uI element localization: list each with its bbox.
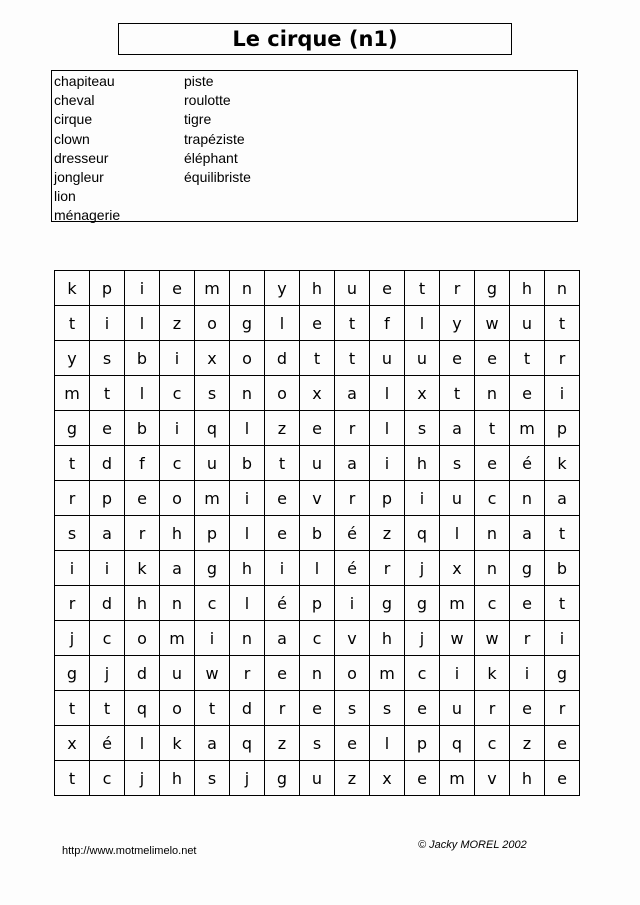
grid-cell[interactable]: a — [335, 376, 370, 411]
grid-cell[interactable]: e — [545, 761, 580, 796]
grid-cell[interactable]: r — [125, 516, 160, 551]
grid-cell[interactable]: u — [195, 446, 230, 481]
word-item: cirque — [54, 111, 93, 128]
grid-cell[interactable]: u — [440, 691, 475, 726]
grid-cell[interactable]: a — [265, 621, 300, 656]
grid-cell[interactable]: é — [335, 551, 370, 586]
grid-cell[interactable]: t — [90, 691, 125, 726]
grid-cell[interactable]: m — [370, 656, 405, 691]
grid-cell[interactable]: y — [440, 306, 475, 341]
grid-cell[interactable]: j — [55, 621, 90, 656]
grid-cell[interactable]: t — [545, 306, 580, 341]
grid-cell[interactable]: h — [300, 271, 335, 306]
grid-cell[interactable]: w — [475, 621, 510, 656]
grid-cell[interactable]: t — [405, 271, 440, 306]
grid-cell[interactable]: r — [335, 481, 370, 516]
grid-cell[interactable]: g — [510, 551, 545, 586]
grid-cell[interactable]: o — [230, 341, 265, 376]
grid-cell[interactable]: r — [545, 341, 580, 376]
grid-cell[interactable]: c — [90, 761, 125, 796]
grid-cell[interactable]: x — [300, 376, 335, 411]
grid-cell[interactable]: b — [545, 551, 580, 586]
word-item: chapiteau — [54, 73, 115, 89]
grid-cell[interactable]: e — [475, 341, 510, 376]
grid-cell[interactable]: h — [405, 446, 440, 481]
grid-cell[interactable]: e — [300, 306, 335, 341]
grid-cell[interactable]: r — [335, 411, 370, 446]
grid-cell[interactable]: e — [300, 691, 335, 726]
word-item: tigre — [184, 111, 212, 128]
grid-cell[interactable]: g — [475, 271, 510, 306]
grid-cell[interactable]: e — [160, 271, 195, 306]
grid-cell[interactable]: i — [545, 376, 580, 411]
grid-cell[interactable]: d — [125, 656, 160, 691]
grid-cell[interactable]: m — [510, 411, 545, 446]
grid-cell[interactable]: l — [230, 586, 265, 621]
footer-url: http://www.motmelimelo.net — [62, 845, 197, 857]
grid-cell[interactable]: l — [300, 551, 335, 586]
grid-cell[interactable]: t — [55, 446, 90, 481]
grid-cell[interactable]: d — [230, 691, 265, 726]
grid-cell[interactable]: c — [300, 621, 335, 656]
grid-cell[interactable]: h — [370, 621, 405, 656]
grid-cell[interactable]: i — [370, 446, 405, 481]
grid-cell[interactable]: h — [160, 761, 195, 796]
grid-cell[interactable]: q — [230, 726, 265, 761]
grid-cell[interactable]: p — [545, 411, 580, 446]
grid-cell[interactable]: b — [125, 411, 160, 446]
grid-cell[interactable]: t — [510, 341, 545, 376]
grid-cell[interactable]: k — [160, 726, 195, 761]
grid-cell[interactable]: j — [90, 656, 125, 691]
grid-cell[interactable]: k — [545, 446, 580, 481]
grid-cell[interactable]: x — [440, 551, 475, 586]
grid-cell[interactable]: e — [440, 341, 475, 376]
word-list-column-1 — [54, 72, 120, 226]
grid-cell[interactable]: u — [370, 341, 405, 376]
grid-cell[interactable]: e — [125, 481, 160, 516]
grid-cell[interactable]: y — [265, 271, 300, 306]
grid-cell[interactable]: t — [90, 376, 125, 411]
grid-cell[interactable]: c — [195, 586, 230, 621]
grid-cell[interactable]: m — [195, 481, 230, 516]
grid-cell[interactable]: t — [55, 306, 90, 341]
word-search-grid — [54, 270, 580, 796]
grid-cell[interactable]: t — [195, 691, 230, 726]
grid-cell[interactable]: i — [195, 621, 230, 656]
grid-cell[interactable]: o — [265, 376, 300, 411]
grid-cell[interactable]: n — [160, 586, 195, 621]
grid-cell[interactable]: g — [230, 306, 265, 341]
grid-cell[interactable]: n — [475, 551, 510, 586]
grid-cell[interactable]: i — [265, 551, 300, 586]
grid-cell[interactable]: e — [265, 516, 300, 551]
grid-cell[interactable]: n — [510, 481, 545, 516]
grid-cell[interactable]: u — [405, 341, 440, 376]
grid-cell[interactable]: g — [55, 411, 90, 446]
page-title: Le cirque (n1) — [232, 27, 398, 51]
grid-cell[interactable]: r — [440, 271, 475, 306]
grid-cell[interactable]: n — [475, 516, 510, 551]
grid-cell[interactable]: z — [335, 761, 370, 796]
grid-cell[interactable]: r — [510, 621, 545, 656]
grid-cell[interactable]: u — [160, 656, 195, 691]
grid-cell[interactable]: s — [335, 691, 370, 726]
grid-cell[interactable]: e — [90, 411, 125, 446]
grid-cell[interactable]: é — [90, 726, 125, 761]
grid-cell[interactable]: s — [300, 726, 335, 761]
grid-cell[interactable]: d — [90, 586, 125, 621]
grid-cell[interactable]: p — [90, 481, 125, 516]
grid-cell[interactable]: a — [510, 516, 545, 551]
grid-cell[interactable]: j — [405, 621, 440, 656]
word-item: éléphant — [184, 149, 238, 166]
grid-cell[interactable]: m — [195, 271, 230, 306]
word-item: piste — [184, 73, 214, 89]
grid-cell[interactable]: s — [370, 691, 405, 726]
grid-cell[interactable]: r — [55, 481, 90, 516]
grid-cell[interactable]: r — [55, 586, 90, 621]
grid-cell[interactable]: c — [475, 726, 510, 761]
grid-cell[interactable]: g — [265, 761, 300, 796]
grid-cell[interactable]: x — [405, 376, 440, 411]
grid-cell[interactable]: z — [370, 516, 405, 551]
grid-cell[interactable]: c — [475, 586, 510, 621]
word-item: clown — [54, 130, 90, 147]
grid-cell[interactable]: t — [440, 376, 475, 411]
grid-cell[interactable]: g — [195, 551, 230, 586]
grid-cell[interactable]: a — [195, 726, 230, 761]
grid-cell[interactable]: l — [125, 726, 160, 761]
grid-cell[interactable]: i — [90, 306, 125, 341]
grid-cell[interactable]: g — [405, 586, 440, 621]
grid-cell[interactable]: v — [475, 761, 510, 796]
grid-cell[interactable]: m — [440, 761, 475, 796]
grid-cell[interactable]: l — [265, 306, 300, 341]
grid-cell[interactable]: n — [230, 376, 265, 411]
grid-cell[interactable]: i — [125, 271, 160, 306]
grid-cell[interactable]: i — [160, 341, 195, 376]
grid-cell[interactable]: l — [405, 306, 440, 341]
grid-cell[interactable]: r — [230, 656, 265, 691]
grid-cell[interactable]: q — [440, 726, 475, 761]
grid-cell[interactable]: n — [475, 376, 510, 411]
grid-cell[interactable]: h — [510, 761, 545, 796]
word-item: trapéziste — [184, 130, 245, 147]
grid-cell[interactable]: s — [195, 761, 230, 796]
grid-cell[interactable]: c — [90, 621, 125, 656]
word-item: cheval — [54, 92, 95, 109]
grid-cell[interactable]: g — [545, 656, 580, 691]
grid-cell[interactable]: o — [125, 621, 160, 656]
grid-cell[interactable]: m — [440, 586, 475, 621]
grid-cell[interactable]: t — [335, 306, 370, 341]
grid-cell[interactable]: z — [160, 306, 195, 341]
grid-cell[interactable]: q — [195, 411, 230, 446]
grid-cell[interactable]: j — [125, 761, 160, 796]
grid-cell[interactable]: o — [160, 691, 195, 726]
grid-cell[interactable]: g — [55, 656, 90, 691]
grid-cell[interactable]: l — [440, 516, 475, 551]
grid-cell[interactable]: é — [265, 586, 300, 621]
grid-cell[interactable]: p — [90, 271, 125, 306]
grid-cell[interactable]: p — [370, 481, 405, 516]
grid-cell[interactable]: i — [55, 551, 90, 586]
grid-cell[interactable]: z — [265, 411, 300, 446]
word-item: ménagerie — [54, 207, 121, 224]
grid-cell[interactable]: s — [440, 446, 475, 481]
grid-cell[interactable]: f — [125, 446, 160, 481]
grid-cell[interactable]: p — [405, 726, 440, 761]
grid-cell[interactable]: s — [405, 411, 440, 446]
grid-cell[interactable]: e — [335, 726, 370, 761]
grid-cell[interactable]: i — [510, 656, 545, 691]
footer-copyright: © Jacky MOREL 2002 — [418, 839, 527, 851]
grid-cell[interactable]: e — [405, 691, 440, 726]
word-list-box — [51, 70, 578, 222]
grid-cell[interactable]: o — [195, 306, 230, 341]
grid-cell[interactable]: t — [545, 586, 580, 621]
grid-cell[interactable]: p — [195, 516, 230, 551]
grid-cell[interactable]: b — [230, 446, 265, 481]
grid-cell[interactable]: h — [230, 551, 265, 586]
grid-cell[interactable]: l — [370, 411, 405, 446]
word-item: jongleur — [54, 169, 104, 186]
grid-cell[interactable]: j — [230, 761, 265, 796]
grid-cell[interactable]: e — [265, 656, 300, 691]
grid-cell[interactable]: é — [335, 516, 370, 551]
grid-cell[interactable]: a — [440, 411, 475, 446]
grid-cell[interactable]: k — [55, 271, 90, 306]
grid-cell[interactable]: r — [545, 691, 580, 726]
grid-cell[interactable]: h — [510, 271, 545, 306]
grid-cell[interactable]: b — [300, 516, 335, 551]
word-list-column-2 — [184, 72, 251, 187]
grid-cell[interactable]: l — [230, 411, 265, 446]
grid-cell[interactable]: v — [300, 481, 335, 516]
grid-cell[interactable]: e — [510, 586, 545, 621]
grid-cell[interactable]: e — [265, 481, 300, 516]
grid-cell[interactable]: z — [265, 726, 300, 761]
grid-cell[interactable]: t — [335, 341, 370, 376]
word-item: lion — [54, 188, 76, 205]
grid-cell[interactable]: i — [230, 481, 265, 516]
grid-cell[interactable]: o — [335, 656, 370, 691]
grid-cell[interactable]: l — [370, 376, 405, 411]
grid-cell[interactable]: n — [545, 271, 580, 306]
grid-cell[interactable]: i — [440, 656, 475, 691]
grid-cell[interactable]: z — [510, 726, 545, 761]
word-item: équilibriste — [184, 169, 251, 186]
grid-cell[interactable]: w — [440, 621, 475, 656]
grid-cell[interactable]: t — [265, 446, 300, 481]
grid-cell[interactable]: n — [230, 621, 265, 656]
grid-cell[interactable]: x — [195, 341, 230, 376]
grid-cell[interactable]: i — [405, 481, 440, 516]
grid-cell[interactable]: k — [475, 656, 510, 691]
grid-cell[interactable]: r — [265, 691, 300, 726]
grid-cell[interactable]: e — [475, 446, 510, 481]
grid-cell[interactable]: m — [55, 376, 90, 411]
grid-cell[interactable]: u — [335, 271, 370, 306]
word-item: roulotte — [184, 92, 231, 109]
grid-cell[interactable]: v — [335, 621, 370, 656]
grid-cell[interactable]: d — [265, 341, 300, 376]
grid-cell[interactable]: h — [125, 586, 160, 621]
grid-cell[interactable]: e — [545, 726, 580, 761]
grid-cell[interactable]: y — [55, 341, 90, 376]
grid-cell[interactable]: u — [300, 761, 335, 796]
grid-cell[interactable]: t — [475, 411, 510, 446]
grid-cell[interactable]: u — [440, 481, 475, 516]
grid-cell[interactable]: c — [475, 481, 510, 516]
grid-cell[interactable]: w — [475, 306, 510, 341]
grid-cell[interactable]: i — [90, 551, 125, 586]
grid-cell[interactable]: x — [55, 726, 90, 761]
grid-cell[interactable]: k — [125, 551, 160, 586]
grid-cell[interactable]: s — [55, 516, 90, 551]
grid-cell[interactable]: a — [545, 481, 580, 516]
grid-cell[interactable]: n — [230, 271, 265, 306]
grid-cell[interactable]: c — [405, 656, 440, 691]
grid-cell[interactable]: b — [125, 341, 160, 376]
grid-cell[interactable]: s — [195, 376, 230, 411]
grid-cell[interactable]: u — [300, 446, 335, 481]
grid-cell[interactable]: x — [370, 761, 405, 796]
grid-cell[interactable]: n — [300, 656, 335, 691]
grid-cell[interactable]: t — [300, 341, 335, 376]
grid-cell[interactable]: é — [510, 446, 545, 481]
grid-cell[interactable]: l — [125, 376, 160, 411]
grid-cell[interactable]: l — [370, 726, 405, 761]
grid-cell[interactable]: s — [90, 341, 125, 376]
grid-cell[interactable]: e — [510, 691, 545, 726]
grid-cell[interactable]: c — [160, 376, 195, 411]
grid-cell[interactable]: e — [300, 411, 335, 446]
grid-cell[interactable]: e — [405, 761, 440, 796]
grid-cell[interactable]: c — [160, 446, 195, 481]
grid-cell[interactable]: h — [160, 516, 195, 551]
grid-cell[interactable]: g — [370, 586, 405, 621]
grid-cell[interactable]: d — [90, 446, 125, 481]
grid-cell[interactable]: l — [125, 306, 160, 341]
grid-cell[interactable]: i — [545, 621, 580, 656]
grid-cell[interactable]: p — [300, 586, 335, 621]
grid-cell[interactable]: t — [545, 516, 580, 551]
grid-cell[interactable]: t — [55, 691, 90, 726]
grid-cell[interactable]: j — [405, 551, 440, 586]
grid-cell[interactable]: l — [230, 516, 265, 551]
grid-cell[interactable]: m — [160, 621, 195, 656]
grid-cell[interactable]: w — [195, 656, 230, 691]
grid-cell[interactable]: e — [370, 271, 405, 306]
grid-cell[interactable]: t — [55, 761, 90, 796]
grid-cell[interactable]: a — [160, 551, 195, 586]
grid-cell[interactable]: i — [335, 586, 370, 621]
word-item: dresseur — [54, 149, 109, 166]
grid-cell[interactable]: f — [370, 306, 405, 341]
grid-cell[interactable]: o — [160, 481, 195, 516]
grid-cell[interactable]: r — [475, 691, 510, 726]
grid-cell[interactable]: q — [125, 691, 160, 726]
grid-cell[interactable]: r — [370, 551, 405, 586]
grid-cell[interactable]: e — [510, 376, 545, 411]
title-box — [118, 23, 512, 55]
grid-cell[interactable]: a — [335, 446, 370, 481]
grid-cell[interactable]: i — [160, 411, 195, 446]
grid-cell[interactable]: u — [510, 306, 545, 341]
grid-cell[interactable]: a — [90, 516, 125, 551]
grid-cell[interactable]: q — [405, 516, 440, 551]
